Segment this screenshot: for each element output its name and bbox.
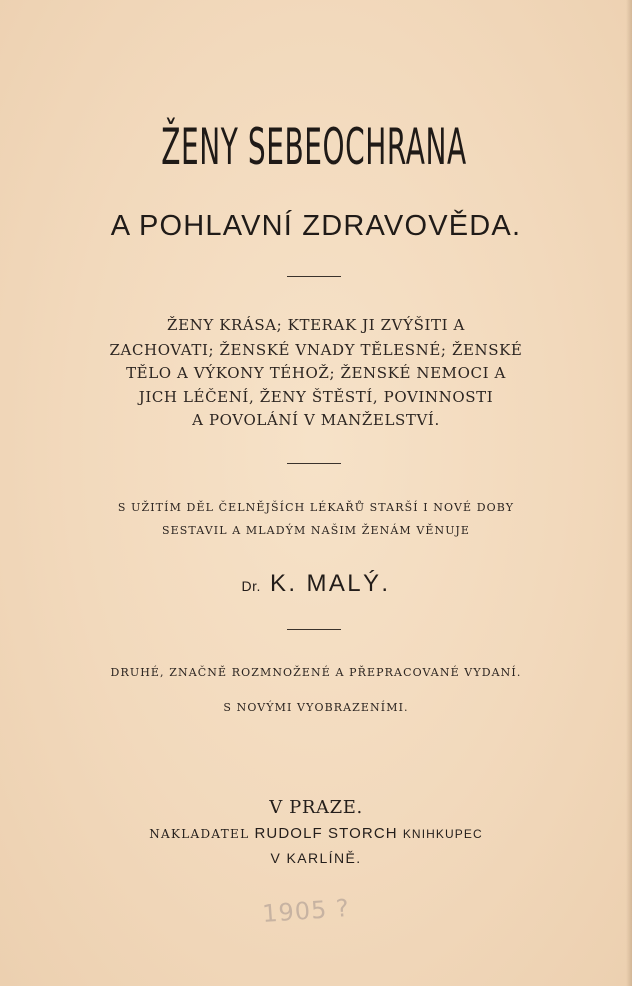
edition-line: DRUHÉ, ZNAČNĚ ROZMNOŽENÉ A PŘEPRACOVANÉ VYDANÍ. [110, 666, 522, 679]
handwritten-year-note: 1905 ? [261, 893, 351, 929]
description-line: A POVOLÁNÍ V MANŽELSTVÍ. [192, 411, 440, 429]
description-line: TĚLO A VÝKONY TÉHOŽ; ŽENSKÉ NEMOCI A [126, 364, 506, 382]
sources-line: SESTAVIL A MLADÝM NAŠIM ŽENÁM VĚNUJE [162, 524, 470, 537]
publisher-trade: KNIHKUPEC [402, 827, 483, 841]
divider-rule [287, 629, 341, 630]
description-line: JICH LÉČENÍ, ŽENY ŠTĚSTÍ, POVINNOSTI [138, 388, 494, 406]
author-prefix: Dr. [241, 578, 261, 594]
book-title: ŽENY SEBEOCHRANA [161, 118, 467, 176]
author-line [0, 568, 632, 602]
divider-rule [287, 276, 341, 277]
illustrations-line: S NOVÝMI VYOBRAZENÍMI. [223, 701, 409, 714]
page-edge-shadow [626, 0, 632, 986]
imprint-location: V KARLÍNĚ. [270, 850, 362, 866]
imprint-publisher [0, 824, 632, 844]
description-line: ZACHOVATI; ŽENSKÉ VNADY TĚLESNÉ; ŽENSKÉ [109, 341, 523, 359]
sources-line: S UŽITÍM DĚL ČELNĚJŠÍCH LÉKAŘŮ STARŠÍ I NOVÉ DOBY [117, 501, 515, 514]
publisher-label: NAKLADATEL [149, 827, 250, 841]
description-line: ŽENY KRÁSA; KTERAK JI ZVÝŠITI A [167, 316, 465, 334]
divider-rule [287, 463, 341, 464]
publisher-name: RUDOLF STORCH [254, 825, 398, 842]
imprint-place: V PRAZE. [269, 797, 363, 818]
author-name: K. MALÝ. [269, 570, 391, 597]
book-subtitle: A POHLAVNÍ ZDRAVOVĚDA. [110, 210, 522, 242]
